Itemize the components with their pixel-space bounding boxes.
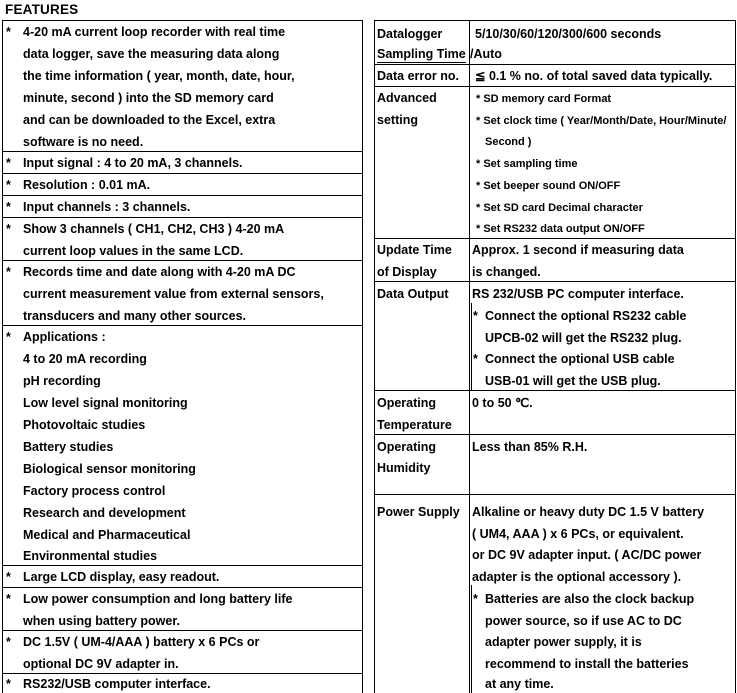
spec-label: Sampling Time (377, 47, 466, 61)
spec-value: Less than 85% R.H. (472, 440, 588, 454)
spec-label: Advanced (377, 91, 437, 105)
spec-label: Data error no. (377, 69, 459, 83)
page-title: FEATURES (5, 2, 79, 17)
spec-value: is changed. (472, 265, 541, 279)
spec-value: RS 232/USB PC computer interface. (472, 287, 684, 301)
spec-label: Temperature (377, 418, 452, 432)
spec-value: 5/10/30/60/120/300/600 seconds (475, 27, 662, 41)
spec-label: Power Supply (377, 505, 460, 519)
bullet: * (6, 25, 11, 39)
spec-label: of Display (377, 265, 437, 279)
spec-label: Humidity (377, 461, 431, 475)
spec-label: Data Output (377, 287, 449, 301)
spec-label: Operating (377, 396, 437, 410)
spec-value: Alkaline or heavy duty DC 1.5 V battery (472, 505, 705, 519)
spec-value: /Auto (470, 47, 502, 61)
spec-label: Operating (377, 440, 437, 454)
spec-value: ≦ 0.1 % no. of total saved data typically. (475, 69, 713, 83)
spec-label: setting (377, 113, 418, 127)
spec-label: Update Time (377, 243, 452, 257)
spec-value: 0 to 50 ℃. (472, 396, 533, 410)
spec-label: Datalogger (377, 27, 443, 41)
spec-value: Approx. 1 second if measuring data (472, 243, 684, 257)
